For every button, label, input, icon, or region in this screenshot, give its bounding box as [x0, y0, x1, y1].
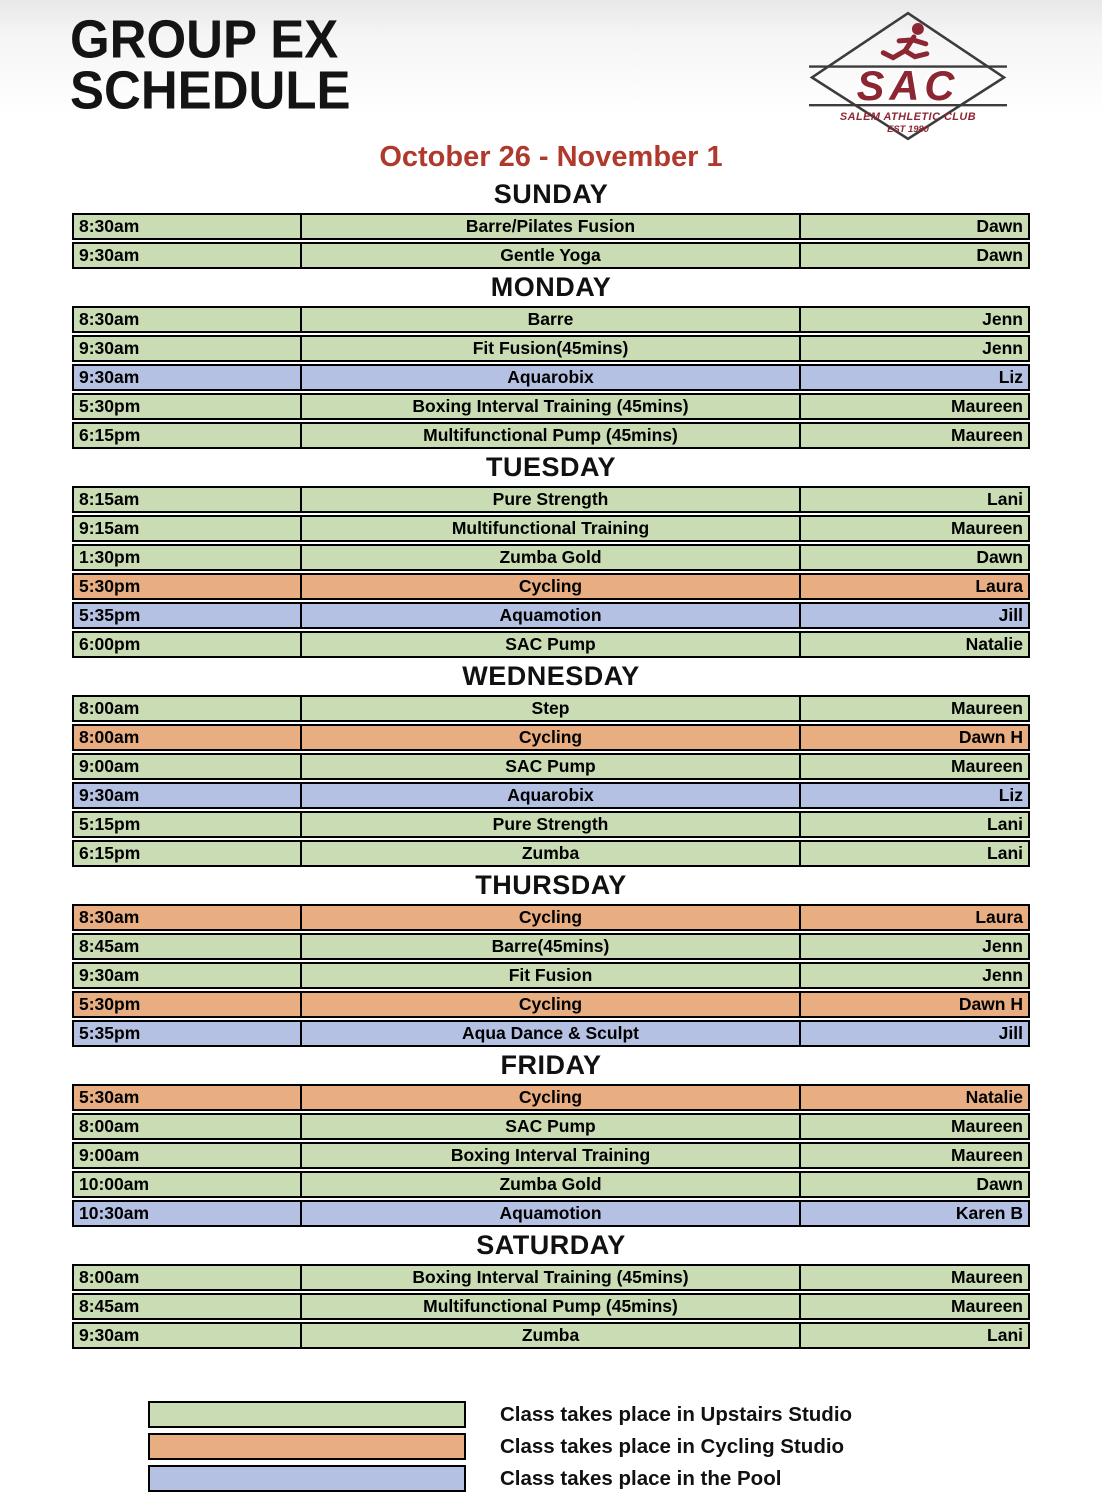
class-name: Aquarobix — [300, 366, 801, 389]
day-table — [72, 1084, 1030, 1227]
class-row — [72, 1264, 1030, 1291]
class-instructor: Maureen — [951, 1116, 1023, 1136]
class-instructor: Jill — [998, 605, 1023, 625]
class-name: Aquamotion — [300, 604, 801, 627]
class-instructor: Karen B — [955, 1203, 1023, 1223]
class-time: 5:30pm — [79, 576, 141, 596]
day-section-wednesday — [72, 660, 1030, 867]
class-time: 5:35pm — [79, 605, 141, 625]
class-time: 10:30am — [79, 1203, 150, 1223]
class-time: 1:30pm — [79, 547, 141, 567]
class-name: Aqua Dance & Sculpt — [300, 1022, 801, 1045]
class-instructor: Laura — [975, 907, 1023, 927]
class-instructor: Lani — [987, 843, 1023, 863]
class-time: 9:30am — [79, 785, 140, 805]
class-row — [72, 1200, 1030, 1227]
class-row — [72, 991, 1030, 1018]
day-table — [72, 486, 1030, 658]
class-row — [72, 486, 1030, 513]
day-section-thursday — [72, 869, 1030, 1047]
class-name: Step — [300, 697, 801, 720]
class-name: Multifunctional Training — [300, 517, 801, 540]
class-time: 9:00am — [79, 1145, 140, 1165]
day-section-friday — [72, 1049, 1030, 1227]
day-heading: WEDNESDAY — [462, 661, 640, 691]
class-row — [72, 544, 1030, 571]
day-heading: MONDAY — [490, 272, 612, 302]
legend-row — [148, 1465, 1102, 1492]
class-time: 6:00pm — [79, 634, 141, 654]
day-section-tuesday — [72, 451, 1030, 658]
day-table — [72, 213, 1030, 269]
class-instructor: Liz — [998, 785, 1023, 805]
legend-swatch-studio — [148, 1401, 466, 1428]
class-time: 9:30am — [79, 1325, 140, 1345]
class-row — [72, 602, 1030, 629]
class-instructor: Natalie — [965, 634, 1023, 654]
class-instructor: Dawn H — [958, 994, 1023, 1014]
class-row — [72, 242, 1030, 269]
class-row — [72, 335, 1030, 362]
day-table — [72, 904, 1030, 1047]
class-name: Boxing Interval Training (45mins) — [300, 395, 801, 418]
class-instructor: Dawn — [976, 547, 1023, 567]
class-row — [72, 393, 1030, 420]
class-time: 5:30pm — [79, 994, 141, 1014]
day-heading: TUESDAY — [485, 452, 617, 482]
class-name: Zumba — [300, 1324, 801, 1347]
class-time: 5:30am — [79, 1087, 140, 1107]
class-time: 8:00am — [79, 727, 140, 747]
class-instructor: Maureen — [951, 1267, 1023, 1287]
runner-icon — [883, 23, 927, 58]
class-name: SAC Pump — [300, 633, 801, 656]
day-heading: THURSDAY — [475, 870, 627, 900]
legend-row — [148, 1433, 1102, 1460]
class-time: 10:00am — [79, 1174, 150, 1194]
class-name: Gentle Yoga — [300, 244, 801, 267]
class-row — [72, 213, 1030, 240]
class-row — [72, 782, 1030, 809]
class-row — [72, 840, 1030, 867]
legend-label: Class takes place in the Pool — [500, 1466, 782, 1490]
legend-row — [148, 1401, 1102, 1428]
legend — [148, 1401, 1102, 1492]
class-row — [72, 573, 1030, 600]
class-time: 8:45am — [79, 1296, 140, 1316]
class-time: 6:15pm — [79, 843, 141, 863]
class-name: Cycling — [300, 1086, 801, 1109]
logo-established: EST 1980 — [887, 122, 929, 134]
legend-swatch-cycling — [148, 1433, 466, 1460]
class-time: 5:35pm — [79, 1023, 141, 1043]
class-instructor: Jenn — [982, 338, 1023, 358]
class-time: 8:15am — [79, 489, 140, 509]
class-name: SAC Pump — [300, 755, 801, 778]
day-heading: SATURDAY — [476, 1230, 626, 1260]
class-instructor: Jenn — [982, 936, 1023, 956]
class-instructor: Maureen — [951, 425, 1023, 445]
class-instructor: Maureen — [951, 698, 1023, 718]
class-name: Zumba Gold — [300, 1173, 801, 1196]
day-section-monday — [72, 271, 1030, 449]
class-instructor: Dawn — [976, 216, 1023, 236]
class-row — [72, 1113, 1030, 1140]
class-row — [72, 724, 1030, 751]
class-time: 5:30pm — [79, 396, 141, 416]
class-row — [72, 933, 1030, 960]
class-row — [72, 364, 1030, 391]
class-name: Cycling — [300, 726, 801, 749]
class-time: 5:15pm — [79, 814, 141, 834]
logo-club-name: SALEM ATHLETIC CLUB — [839, 111, 977, 124]
class-instructor: Dawn — [976, 1174, 1023, 1194]
class-instructor: Jenn — [982, 309, 1023, 329]
class-row — [72, 1084, 1030, 1111]
class-instructor: Liz — [998, 367, 1023, 387]
class-time: 9:15am — [79, 518, 140, 538]
class-name: Cycling — [300, 906, 801, 929]
class-row — [72, 631, 1030, 658]
class-instructor: Natalie — [965, 1087, 1023, 1107]
class-instructor: Maureen — [951, 396, 1023, 416]
class-row — [72, 1171, 1030, 1198]
class-row — [72, 695, 1030, 722]
class-name: Cycling — [300, 575, 801, 598]
legend-label: Class takes place in Upstairs Studio — [500, 1402, 853, 1426]
class-name: Multifunctional Pump (45mins) — [300, 1295, 801, 1318]
class-instructor: Maureen — [951, 518, 1023, 538]
class-row — [72, 1293, 1030, 1320]
class-time: 9:30am — [79, 367, 140, 387]
day-heading: FRIDAY — [500, 1050, 602, 1080]
day-table — [72, 306, 1030, 449]
schedule-days — [72, 178, 1030, 1349]
class-name: Aquarobix — [300, 784, 801, 807]
class-name: Boxing Interval Training (45mins) — [300, 1266, 801, 1289]
class-instructor: Dawn H — [958, 727, 1023, 747]
class-instructor: Maureen — [951, 1296, 1023, 1316]
logo-acronym: SAC — [856, 62, 960, 110]
class-instructor: Dawn — [976, 245, 1023, 265]
legend-swatch-pool — [148, 1465, 466, 1492]
legend-label: Class takes place in Cycling Studio — [500, 1434, 845, 1458]
class-row — [72, 962, 1030, 989]
class-time: 8:00am — [79, 698, 140, 718]
class-name: Barre(45mins) — [300, 935, 801, 958]
class-name: Pure Strength — [300, 488, 801, 511]
class-time: 8:00am — [79, 1267, 140, 1287]
class-instructor: Lani — [987, 1325, 1023, 1345]
class-name: Multifunctional Pump (45mins) — [300, 424, 801, 447]
day-table — [72, 1264, 1030, 1349]
class-time: 9:30am — [79, 338, 140, 358]
page-title-line2: SCHEDULE — [70, 59, 351, 120]
class-row — [72, 811, 1030, 838]
class-name: Boxing Interval Training — [300, 1144, 801, 1167]
class-name: SAC Pump — [300, 1115, 801, 1138]
day-section-saturday — [72, 1229, 1030, 1349]
sac-club-logo — [809, 10, 1007, 142]
class-name: Fit Fusion — [300, 964, 801, 987]
class-name: Zumba — [300, 842, 801, 865]
class-name: Cycling — [300, 993, 801, 1016]
class-name: Zumba Gold — [300, 546, 801, 569]
class-name: Aquamotion — [300, 1202, 801, 1225]
class-instructor: Jill — [998, 1023, 1023, 1043]
class-name: Barre/Pilates Fusion — [300, 215, 801, 238]
class-time: 9:30am — [79, 245, 140, 265]
class-time: 8:30am — [79, 907, 140, 927]
day-section-sunday — [72, 178, 1030, 269]
class-row — [72, 753, 1030, 780]
class-instructor: Jenn — [982, 965, 1023, 985]
class-row — [72, 1322, 1030, 1349]
class-instructor: Maureen — [951, 1145, 1023, 1165]
class-instructor: Maureen — [951, 756, 1023, 776]
class-instructor: Lani — [987, 814, 1023, 834]
class-row — [72, 904, 1030, 931]
class-time: 8:30am — [79, 216, 140, 236]
class-time: 8:00am — [79, 1116, 140, 1136]
class-instructor: Laura — [975, 576, 1023, 596]
class-time: 9:30am — [79, 965, 140, 985]
class-name: Barre — [300, 308, 801, 331]
page-title-line1: GROUP EX — [70, 8, 339, 70]
class-row — [72, 515, 1030, 542]
class-row — [72, 422, 1030, 449]
day-table — [72, 695, 1030, 867]
class-name: Fit Fusion(45mins) — [300, 337, 801, 360]
class-time: 6:15pm — [79, 425, 141, 445]
class-row — [72, 1142, 1030, 1169]
class-name: Pure Strength — [300, 813, 801, 836]
class-time: 8:45am — [79, 936, 140, 956]
class-row — [72, 1020, 1030, 1047]
page-title — [70, 8, 351, 120]
date-range: October 26 - November 1 — [379, 141, 723, 173]
class-time: 8:30am — [79, 309, 140, 329]
class-instructor: Lani — [987, 489, 1023, 509]
class-time: 9:00am — [79, 756, 140, 776]
day-heading: SUNDAY — [493, 179, 609, 209]
header — [0, 0, 1102, 138]
class-row — [72, 306, 1030, 333]
